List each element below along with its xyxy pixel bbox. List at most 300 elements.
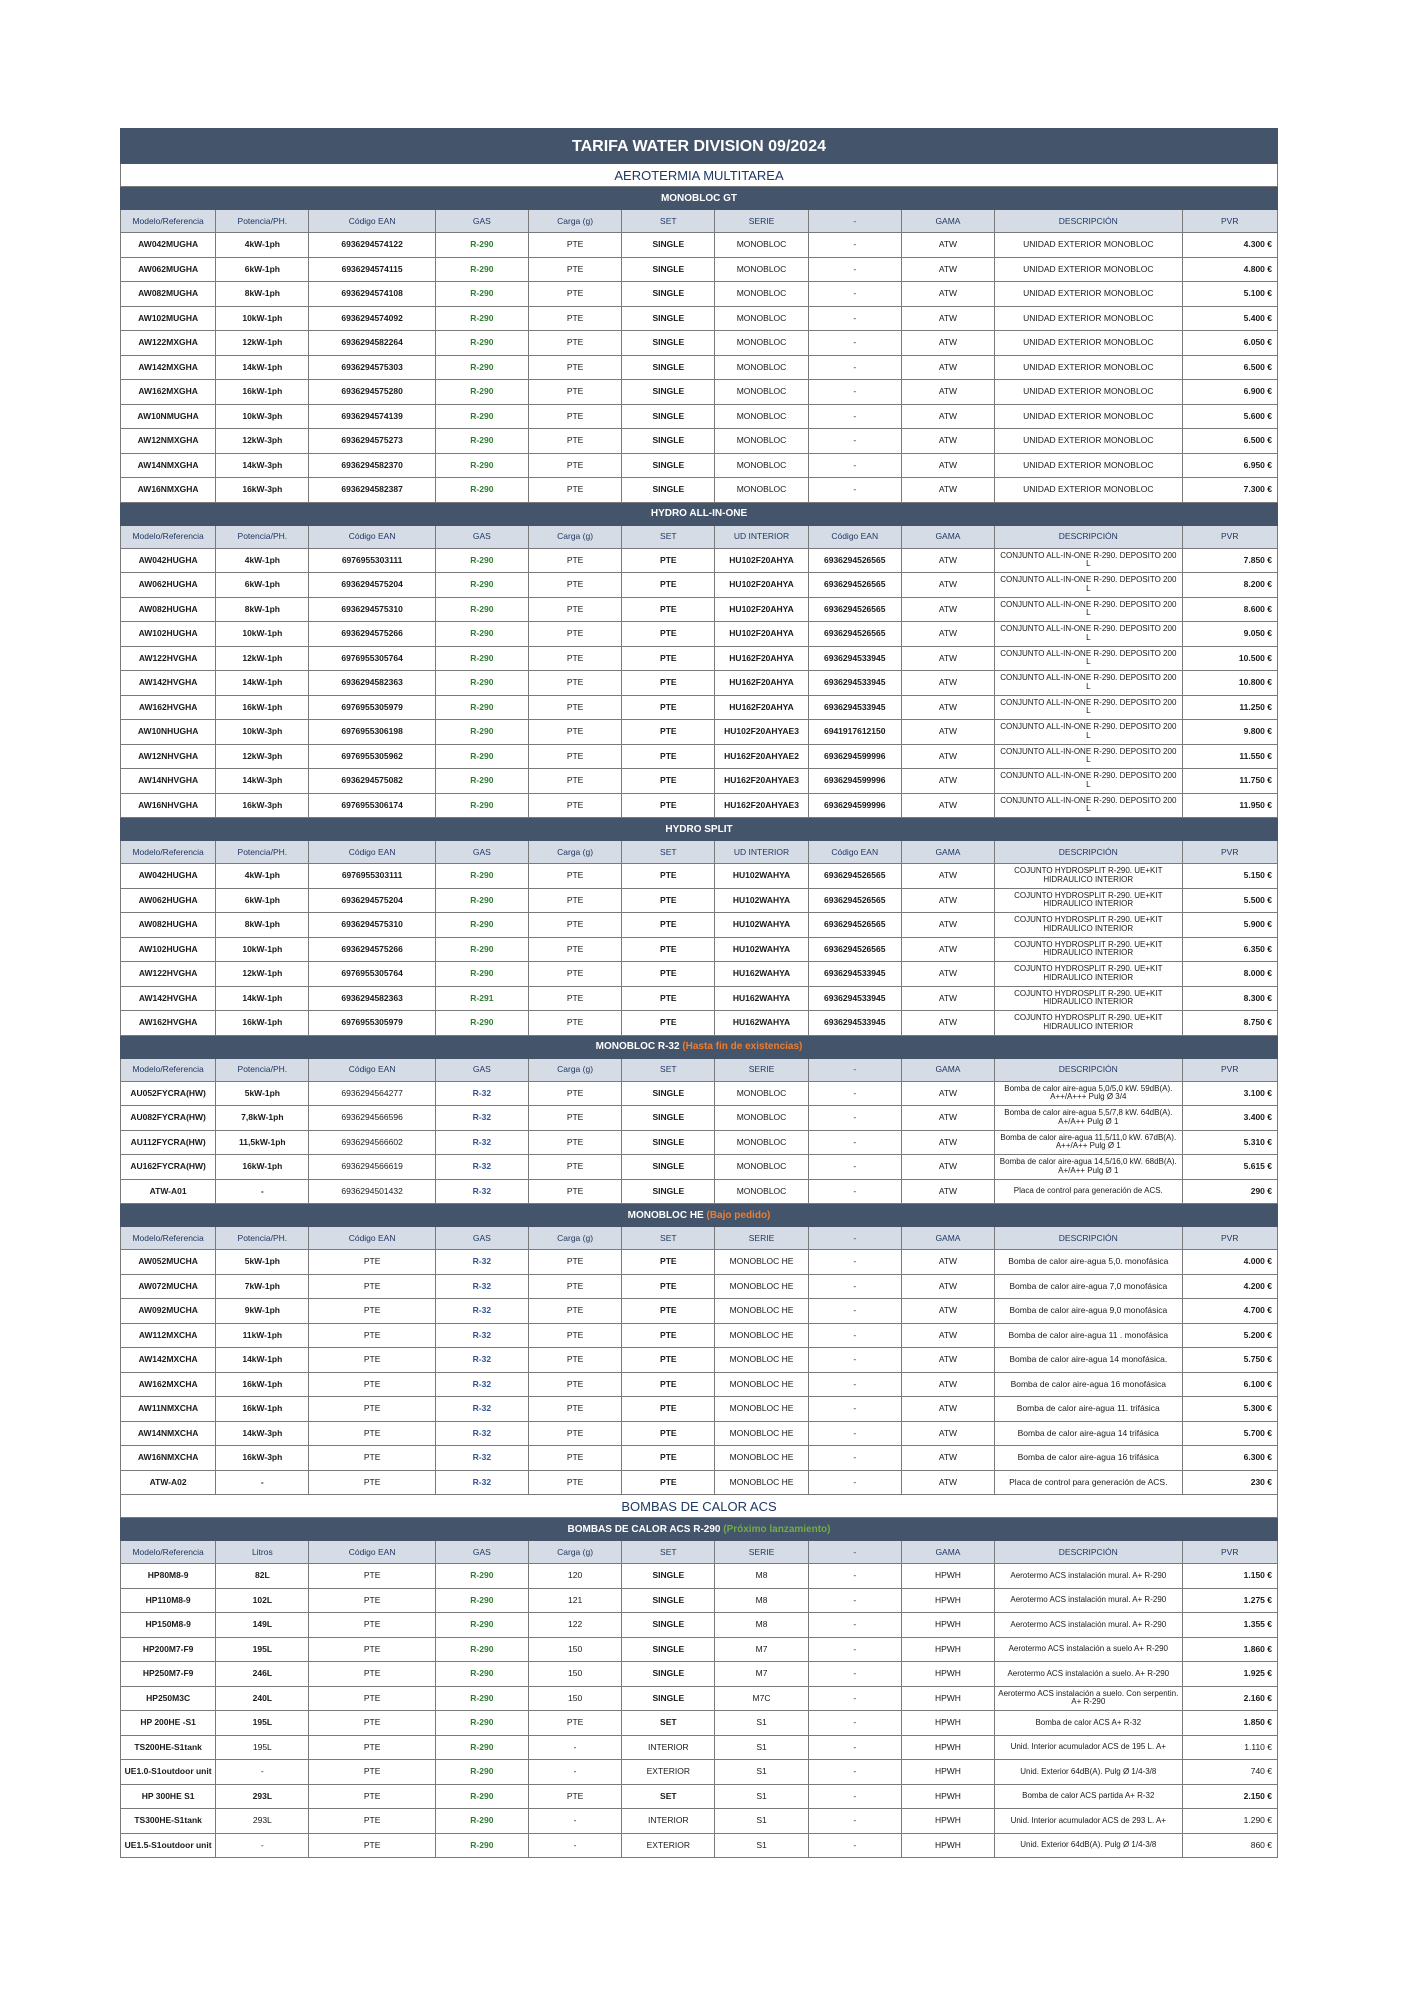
section-label: BOMBAS DE CALOR ACS xyxy=(621,1498,777,1514)
cell-description: Bomba de calor aire-agua 5,0. monofásica xyxy=(995,1250,1182,1275)
cell-price: 8.000 € xyxy=(1182,962,1277,987)
cell-power: 195L xyxy=(216,1637,309,1662)
cell-price: 3.100 € xyxy=(1182,1081,1277,1106)
cell-ean: 6976955303111 xyxy=(309,548,435,573)
cell-ean2: - xyxy=(808,1784,901,1809)
cell-ean: PTE xyxy=(309,1588,435,1613)
cell-charge: - xyxy=(528,1809,621,1834)
cell-gas: R-290 xyxy=(435,1735,528,1760)
table-header-row xyxy=(121,210,1278,233)
cell-price: 5.150 € xyxy=(1182,864,1277,889)
cell-range: HPWH xyxy=(901,1809,994,1834)
cell-power: 16kW-1ph xyxy=(216,695,309,720)
cell-charge: 121 xyxy=(528,1588,621,1613)
cell-description: Bomba de calor aire-agua 16 trifásica xyxy=(995,1446,1182,1471)
cell-ean: 6976955305962 xyxy=(309,744,435,769)
cell-set: SINGLE xyxy=(622,1588,715,1613)
header-gas: GAS xyxy=(435,1541,528,1564)
cell-gas: R-32 xyxy=(435,1299,528,1324)
cell-range: ATW xyxy=(901,404,994,429)
cell-power: 12kW-1ph xyxy=(216,962,309,987)
cell-model: AW042HUGHA xyxy=(121,864,216,889)
cell-charge: PTE xyxy=(528,671,621,696)
header-model: Modelo/Referencia xyxy=(121,525,216,548)
cell-range: ATW xyxy=(901,257,994,282)
cell-ean2: 6941917612150 xyxy=(808,720,901,745)
cell-charge: PTE xyxy=(528,380,621,405)
cell-set: PTE xyxy=(622,937,715,962)
section-row xyxy=(121,818,1278,841)
cell-charge: PTE xyxy=(528,1155,621,1180)
cell-range: HPWH xyxy=(901,1686,994,1711)
cell-power: 10kW-1ph xyxy=(216,622,309,647)
cell-gas: R-290 xyxy=(435,597,528,622)
cell-series: HU162F20AHYAE3 xyxy=(715,793,808,818)
cell-range: ATW xyxy=(901,1397,994,1422)
cell-price: 1.860 € xyxy=(1182,1637,1277,1662)
cell-description: UNIDAD EXTERIOR MONOBLOC xyxy=(995,257,1182,282)
header-gas: GAS xyxy=(435,210,528,233)
cell-ean: 6936294566619 xyxy=(309,1155,435,1180)
table-row xyxy=(121,1470,1278,1495)
cell-power: 6kW-1ph xyxy=(216,888,309,913)
cell-set: SINGLE xyxy=(622,257,715,282)
cell-charge: PTE xyxy=(528,1250,621,1275)
cell-set: PTE xyxy=(622,1299,715,1324)
cell-description: Aerotermo ACS instalación a suelo A+ R-290 xyxy=(995,1637,1182,1662)
header-ean: Código EAN xyxy=(309,1058,435,1081)
cell-description: COJUNTO HYDROSPLIT R-290. UE+KIT HIDRAULICO INTERIOR xyxy=(995,888,1182,913)
cell-model: AW122MXGHA xyxy=(121,331,216,356)
cell-gas: R-32 xyxy=(435,1106,528,1131)
table-row xyxy=(121,937,1278,962)
table-row xyxy=(121,1809,1278,1834)
cell-model: AW102HUGHA xyxy=(121,937,216,962)
header-model: Modelo/Referencia xyxy=(121,1058,216,1081)
table-row xyxy=(121,864,1278,889)
header-charge: Carga (g) xyxy=(528,525,621,548)
cell-charge: PTE xyxy=(528,1323,621,1348)
cell-gas: R-32 xyxy=(435,1274,528,1299)
cell-series: HU102F20AHYA xyxy=(715,548,808,573)
cell-ean: PTE xyxy=(309,1711,435,1736)
cell-model: HP200M7-F9 xyxy=(121,1637,216,1662)
cell-ean: 6936294574139 xyxy=(309,404,435,429)
cell-gas: R-290 xyxy=(435,962,528,987)
cell-series: MONOBLOC HE xyxy=(715,1446,808,1471)
table-row xyxy=(121,282,1278,307)
cell-description: COJUNTO HYDROSPLIT R-290. UE+KIT HIDRAULICO INTERIOR xyxy=(995,913,1182,938)
cell-price: 6.350 € xyxy=(1182,937,1277,962)
section-label: AEROTERMIA MULTITAREA xyxy=(614,167,784,183)
cell-power: - xyxy=(216,1470,309,1495)
cell-ean: PTE xyxy=(309,1250,435,1275)
cell-ean: PTE xyxy=(309,1299,435,1324)
cell-set: PTE xyxy=(622,695,715,720)
cell-range: ATW xyxy=(901,282,994,307)
cell-set: EXTERIOR xyxy=(622,1760,715,1785)
cell-set: SINGLE xyxy=(622,1106,715,1131)
table-row xyxy=(121,1011,1278,1036)
cell-model: HP80M8-9 xyxy=(121,1564,216,1589)
cell-set: SINGLE xyxy=(622,1686,715,1711)
cell-charge: PTE xyxy=(528,1784,621,1809)
cell-price: 1.275 € xyxy=(1182,1588,1277,1613)
category-row xyxy=(121,164,1278,187)
page-title: TARIFA WATER DIVISION 09/2024 xyxy=(121,129,1278,164)
cell-model: TS200HE-S1tank xyxy=(121,1735,216,1760)
cell-gas: R-290 xyxy=(435,355,528,380)
cell-price: 11.550 € xyxy=(1182,744,1277,769)
cell-charge: PTE xyxy=(528,1446,621,1471)
table-row xyxy=(121,695,1278,720)
cell-power: 246L xyxy=(216,1662,309,1687)
table-row xyxy=(121,1323,1278,1348)
cell-gas: R-290 xyxy=(435,282,528,307)
table-row xyxy=(121,888,1278,913)
cell-ean2: 6936294526565 xyxy=(808,888,901,913)
cell-model: AW072MUCHA xyxy=(121,1274,216,1299)
cell-ean2: - xyxy=(808,1613,901,1638)
section-title xyxy=(121,502,1278,525)
cell-ean2: - xyxy=(808,478,901,503)
cell-ean2: 6936294526565 xyxy=(808,864,901,889)
cell-charge: PTE xyxy=(528,1711,621,1736)
header-price: PVR xyxy=(1182,210,1277,233)
cell-range: ATW xyxy=(901,1250,994,1275)
cell-description: COJUNTO HYDROSPLIT R-290. UE+KIT HIDRAULICO INTERIOR xyxy=(995,937,1182,962)
header-ean: Código EAN xyxy=(309,1541,435,1564)
cell-range: ATW xyxy=(901,597,994,622)
cell-range: ATW xyxy=(901,986,994,1011)
cell-charge: PTE xyxy=(528,282,621,307)
cell-description: Bomba de calor aire-agua 5,0/5,0 kW. 59dB(A). A++/A+++ Pulg Ø 3/4 xyxy=(995,1081,1182,1106)
cell-series: MONOBLOC xyxy=(715,257,808,282)
cell-gas: R-290 xyxy=(435,622,528,647)
cell-ean: 6976955306174 xyxy=(309,793,435,818)
cell-charge: - xyxy=(528,1760,621,1785)
cell-model: HP 200HE -S1 xyxy=(121,1711,216,1736)
cell-charge: PTE xyxy=(528,548,621,573)
cell-set: PTE xyxy=(622,913,715,938)
cell-power: 6kW-1ph xyxy=(216,257,309,282)
cell-charge: PTE xyxy=(528,306,621,331)
cell-description: UNIDAD EXTERIOR MONOBLOC xyxy=(995,404,1182,429)
header-description: DESCRIPCIÓN xyxy=(995,1058,1182,1081)
cell-power: 293L xyxy=(216,1809,309,1834)
cell-model: AW042HUGHA xyxy=(121,548,216,573)
cell-series: MONOBLOC HE xyxy=(715,1250,808,1275)
cell-set: PTE xyxy=(622,1470,715,1495)
cell-model: HP 300HE S1 xyxy=(121,1784,216,1809)
cell-description: CONJUNTO ALL-IN-ONE R-290. DEPOSITO 200 L xyxy=(995,744,1182,769)
cell-gas: R-290 xyxy=(435,1564,528,1589)
cell-power: 14kW-1ph xyxy=(216,355,309,380)
table-row xyxy=(121,1130,1278,1155)
cell-series: MONOBLOC HE xyxy=(715,1470,808,1495)
cell-charge: PTE xyxy=(528,1421,621,1446)
cell-price: 10.800 € xyxy=(1182,671,1277,696)
cell-charge: PTE xyxy=(528,695,621,720)
cell-price: 4.300 € xyxy=(1182,233,1277,258)
cell-ean2: 6936294526565 xyxy=(808,622,901,647)
cell-ean2: - xyxy=(808,257,901,282)
cell-set: SINGLE xyxy=(622,331,715,356)
cell-description: CONJUNTO ALL-IN-ONE R-290. DEPOSITO 200 L xyxy=(995,548,1182,573)
cell-model: AW082MUGHA xyxy=(121,282,216,307)
cell-gas: R-32 xyxy=(435,1250,528,1275)
cell-series: HU162WAHYA xyxy=(715,986,808,1011)
cell-gas: R-290 xyxy=(435,1784,528,1809)
cell-power: 195L xyxy=(216,1735,309,1760)
header-series: SERIE xyxy=(715,210,808,233)
cell-model: AU112FYCRA(HW) xyxy=(121,1130,216,1155)
cell-series: HU162F20AHYAE2 xyxy=(715,744,808,769)
header-model: Modelo/Referencia xyxy=(121,210,216,233)
cell-range: ATW xyxy=(901,769,994,794)
table-row xyxy=(121,331,1278,356)
cell-model: AW162MXCHA xyxy=(121,1372,216,1397)
cell-set: SINGLE xyxy=(622,1179,715,1204)
cell-model: AU162FYCRA(HW) xyxy=(121,1155,216,1180)
cell-gas: R-291 xyxy=(435,986,528,1011)
header-range: GAMA xyxy=(901,525,994,548)
cell-set: SINGLE xyxy=(622,355,715,380)
cell-gas: R-290 xyxy=(435,1588,528,1613)
header-charge: Carga (g) xyxy=(528,1541,621,1564)
cell-description: Unid. Interior acumulador ACS de 195 L. A+ xyxy=(995,1735,1182,1760)
cell-power: 11,5kW-1ph xyxy=(216,1130,309,1155)
cell-model: AW142HVGHA xyxy=(121,671,216,696)
cell-series: MONOBLOC HE xyxy=(715,1421,808,1446)
cell-set: PTE xyxy=(622,1372,715,1397)
header-ean: Código EAN xyxy=(309,210,435,233)
table-row xyxy=(121,1564,1278,1589)
header-ean2: - xyxy=(808,1058,901,1081)
table-row xyxy=(121,1784,1278,1809)
cell-price: 4.000 € xyxy=(1182,1250,1277,1275)
section-title xyxy=(121,1204,1278,1227)
cell-description: CONJUNTO ALL-IN-ONE R-290. DEPOSITO 200 L xyxy=(995,671,1182,696)
cell-charge: PTE xyxy=(528,233,621,258)
cell-ean: PTE xyxy=(309,1470,435,1495)
table-row xyxy=(121,913,1278,938)
table-row xyxy=(121,355,1278,380)
table-row xyxy=(121,622,1278,647)
cell-price: 290 € xyxy=(1182,1179,1277,1204)
section-title xyxy=(121,1035,1278,1058)
cell-ean2: - xyxy=(808,1711,901,1736)
cell-ean2: - xyxy=(808,1348,901,1373)
cell-series: MONOBLOC xyxy=(715,429,808,454)
cell-range: ATW xyxy=(901,233,994,258)
cell-set: PTE xyxy=(622,1397,715,1422)
cell-ean2: 6936294599996 xyxy=(808,744,901,769)
table-row xyxy=(121,1686,1278,1711)
header-ean2: Código EAN xyxy=(808,841,901,864)
header-ean2: - xyxy=(808,1227,901,1250)
cell-ean2: - xyxy=(808,1179,901,1204)
cell-ean: 6936294566596 xyxy=(309,1106,435,1131)
cell-series: HU102F20AHYAE3 xyxy=(715,720,808,745)
cell-model: AU052FYCRA(HW) xyxy=(121,1081,216,1106)
cell-range: ATW xyxy=(901,1323,994,1348)
cell-gas: R-290 xyxy=(435,1809,528,1834)
cell-charge: 150 xyxy=(528,1662,621,1687)
header-set: SET xyxy=(622,1058,715,1081)
cell-range: HPWH xyxy=(901,1564,994,1589)
cell-ean2: 6936294526565 xyxy=(808,573,901,598)
cell-description: COJUNTO HYDROSPLIT R-290. UE+KIT HIDRAULICO INTERIOR xyxy=(995,962,1182,987)
header-ean: Código EAN xyxy=(309,1227,435,1250)
header-price: PVR xyxy=(1182,1541,1277,1564)
cell-range: ATW xyxy=(901,913,994,938)
cell-power: 7kW-1ph xyxy=(216,1274,309,1299)
cell-ean: 6936294574115 xyxy=(309,257,435,282)
cell-charge: PTE xyxy=(528,257,621,282)
cell-description: Bomba de calor aire-agua 11,5/11,0 kW. 67dB(A). A++/A++ Pulg Ø 1 xyxy=(995,1130,1182,1155)
cell-series: MONOBLOC xyxy=(715,306,808,331)
cell-price: 10.500 € xyxy=(1182,646,1277,671)
header-series: SERIE xyxy=(715,1541,808,1564)
cell-range: ATW xyxy=(901,1179,994,1204)
cell-series: HU102WAHYA xyxy=(715,937,808,962)
cell-series: S1 xyxy=(715,1833,808,1858)
cell-ean2: - xyxy=(808,380,901,405)
header-model: Modelo/Referencia xyxy=(121,1227,216,1250)
cell-model: ATW-A01 xyxy=(121,1179,216,1204)
header-ean: Código EAN xyxy=(309,841,435,864)
table-row xyxy=(121,1446,1278,1471)
table-row xyxy=(121,769,1278,794)
cell-set: PTE xyxy=(622,986,715,1011)
cell-model: AW142MXCHA xyxy=(121,1348,216,1373)
table-header-row xyxy=(121,1227,1278,1250)
cell-charge: PTE xyxy=(528,1106,621,1131)
cell-price: 5.600 € xyxy=(1182,404,1277,429)
cell-series: S1 xyxy=(715,1735,808,1760)
cell-series: M7C xyxy=(715,1686,808,1711)
cell-range: ATW xyxy=(901,864,994,889)
cell-ean2: - xyxy=(808,1470,901,1495)
cell-price: 6.100 € xyxy=(1182,1372,1277,1397)
section-label: MONOBLOC GT xyxy=(660,192,738,204)
cell-description: CONJUNTO ALL-IN-ONE R-290. DEPOSITO 200 L xyxy=(995,622,1182,647)
cell-series: MONOBLOC HE xyxy=(715,1274,808,1299)
cell-description: COJUNTO HYDROSPLIT R-290. UE+KIT HIDRAULICO INTERIOR xyxy=(995,1011,1182,1036)
cell-price: 7.300 € xyxy=(1182,478,1277,503)
cell-gas: R-32 xyxy=(435,1155,528,1180)
cell-model: AW042MUGHA xyxy=(121,233,216,258)
cell-gas: R-290 xyxy=(435,453,528,478)
cell-ean: 6976955305764 xyxy=(309,646,435,671)
cell-range: ATW xyxy=(901,1372,994,1397)
cell-power: 195L xyxy=(216,1711,309,1736)
cell-gas: R-290 xyxy=(435,695,528,720)
cell-gas: R-290 xyxy=(435,548,528,573)
cell-price: 5.400 € xyxy=(1182,306,1277,331)
table-row xyxy=(121,1588,1278,1613)
cell-gas: R-290 xyxy=(435,233,528,258)
cell-model: HP250M3C xyxy=(121,1686,216,1711)
cell-ean: 6976955303111 xyxy=(309,864,435,889)
cell-description: Bomba de calor aire-agua 11 . monofásica xyxy=(995,1323,1182,1348)
cell-gas: R-290 xyxy=(435,1760,528,1785)
cell-charge: PTE xyxy=(528,1470,621,1495)
cell-ean: 6976955305979 xyxy=(309,1011,435,1036)
cell-series: MONOBLOC xyxy=(715,404,808,429)
table-header-row xyxy=(121,525,1278,548)
cell-ean: 6936294564277 xyxy=(309,1081,435,1106)
cell-ean: PTE xyxy=(309,1348,435,1373)
header-series: UD INTERIOR xyxy=(715,841,808,864)
cell-range: ATW xyxy=(901,380,994,405)
table-row xyxy=(121,404,1278,429)
cell-set: SINGLE xyxy=(622,1155,715,1180)
cell-set: PTE xyxy=(622,1323,715,1348)
section-row xyxy=(121,502,1278,525)
cell-power: - xyxy=(216,1833,309,1858)
header-ean2: - xyxy=(808,1541,901,1564)
title-row xyxy=(121,129,1278,164)
cell-set: INTERIOR xyxy=(622,1735,715,1760)
cell-power: 10kW-1ph xyxy=(216,937,309,962)
table-row xyxy=(121,233,1278,258)
cell-ean: 6936294574108 xyxy=(309,282,435,307)
cell-power: 12kW-3ph xyxy=(216,429,309,454)
cell-range: ATW xyxy=(901,622,994,647)
cell-range: ATW xyxy=(901,646,994,671)
cell-ean2: - xyxy=(808,1130,901,1155)
cell-series: HU102WAHYA xyxy=(715,888,808,913)
table-row xyxy=(121,1274,1278,1299)
header-set: SET xyxy=(622,210,715,233)
cell-price: 7.850 € xyxy=(1182,548,1277,573)
cell-power: 14kW-1ph xyxy=(216,671,309,696)
cell-ean2: - xyxy=(808,404,901,429)
cell-gas: R-32 xyxy=(435,1130,528,1155)
cell-model: AW14NMXGHA xyxy=(121,453,216,478)
cell-charge: 150 xyxy=(528,1637,621,1662)
section-note: (Próximo lanzamiento) xyxy=(723,1523,831,1535)
cell-gas: R-290 xyxy=(435,404,528,429)
cell-charge: PTE xyxy=(528,1179,621,1204)
cell-ean: 6936294575082 xyxy=(309,769,435,794)
cell-set: EXTERIOR xyxy=(622,1833,715,1858)
cell-ean2: - xyxy=(808,282,901,307)
header-price: PVR xyxy=(1182,1227,1277,1250)
header-gas: GAS xyxy=(435,1058,528,1081)
cell-description: Unid. Exterior 64dB(A). Pulg Ø 1/4-3/8 xyxy=(995,1833,1182,1858)
cell-range: ATW xyxy=(901,1348,994,1373)
cell-ean2: 6936294526565 xyxy=(808,913,901,938)
cell-ean2: - xyxy=(808,1250,901,1275)
cell-series: HU162F20AHYAE3 xyxy=(715,769,808,794)
cell-series: MONOBLOC HE xyxy=(715,1348,808,1373)
table-row xyxy=(121,1397,1278,1422)
cell-ean: 6936294575266 xyxy=(309,622,435,647)
cell-ean: PTE xyxy=(309,1784,435,1809)
cell-series: S1 xyxy=(715,1809,808,1834)
cell-gas: R-290 xyxy=(435,1686,528,1711)
cell-model: AW14NHVGHA xyxy=(121,769,216,794)
cell-price: 4.800 € xyxy=(1182,257,1277,282)
cell-gas: R-290 xyxy=(435,646,528,671)
cell-set: SINGLE xyxy=(622,306,715,331)
cell-set: SET xyxy=(622,1784,715,1809)
cell-set: INTERIOR xyxy=(622,1809,715,1834)
cell-gas: R-290 xyxy=(435,1711,528,1736)
